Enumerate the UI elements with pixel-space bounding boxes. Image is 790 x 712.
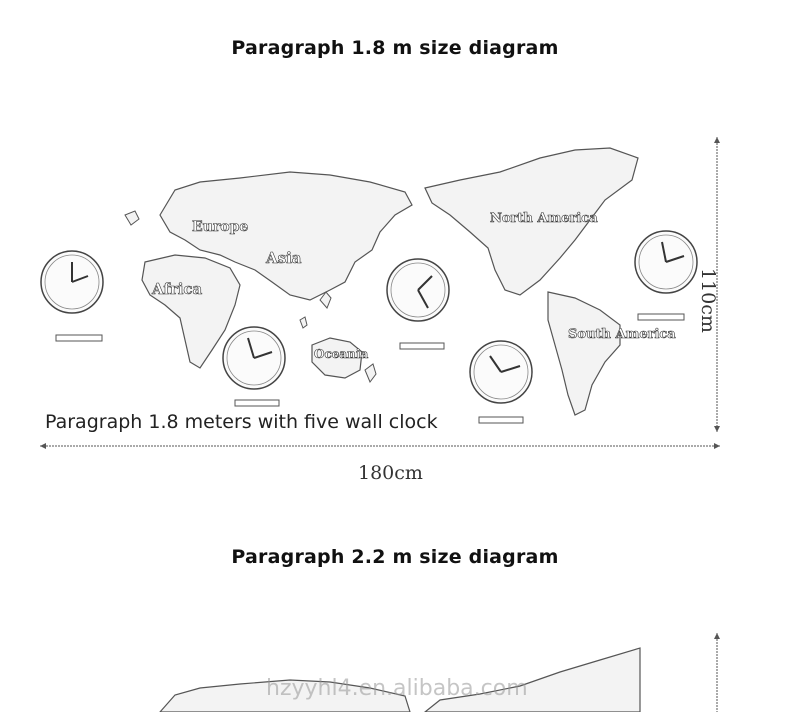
clock-4	[470, 341, 532, 423]
watermark-text: hzyyhl4.en.alibaba.com	[266, 676, 528, 701]
height-label: 110cm	[697, 268, 719, 333]
label-south-america: South America	[568, 327, 676, 342]
width-dimension-line	[40, 443, 720, 449]
label-oceania: Oceania	[314, 347, 369, 361]
label-asia: Asia	[266, 249, 302, 267]
clock-2	[223, 327, 285, 406]
width-label: 180cm	[358, 462, 423, 484]
clock-1	[41, 251, 103, 341]
south-america-shape	[548, 292, 620, 415]
clock-5	[635, 231, 697, 320]
diagram-caption: Paragraph 1.8 meters with five wall clock	[45, 411, 438, 433]
label-europe: Europe	[192, 219, 249, 235]
label-africa: Africa	[152, 280, 203, 298]
label-north-america: North America	[490, 211, 598, 226]
section-1-heading: Paragraph 1.8 m size diagram	[231, 37, 559, 59]
clock-3	[387, 259, 449, 349]
section-2-heading: Paragraph 2.2 m size diagram	[231, 546, 559, 568]
